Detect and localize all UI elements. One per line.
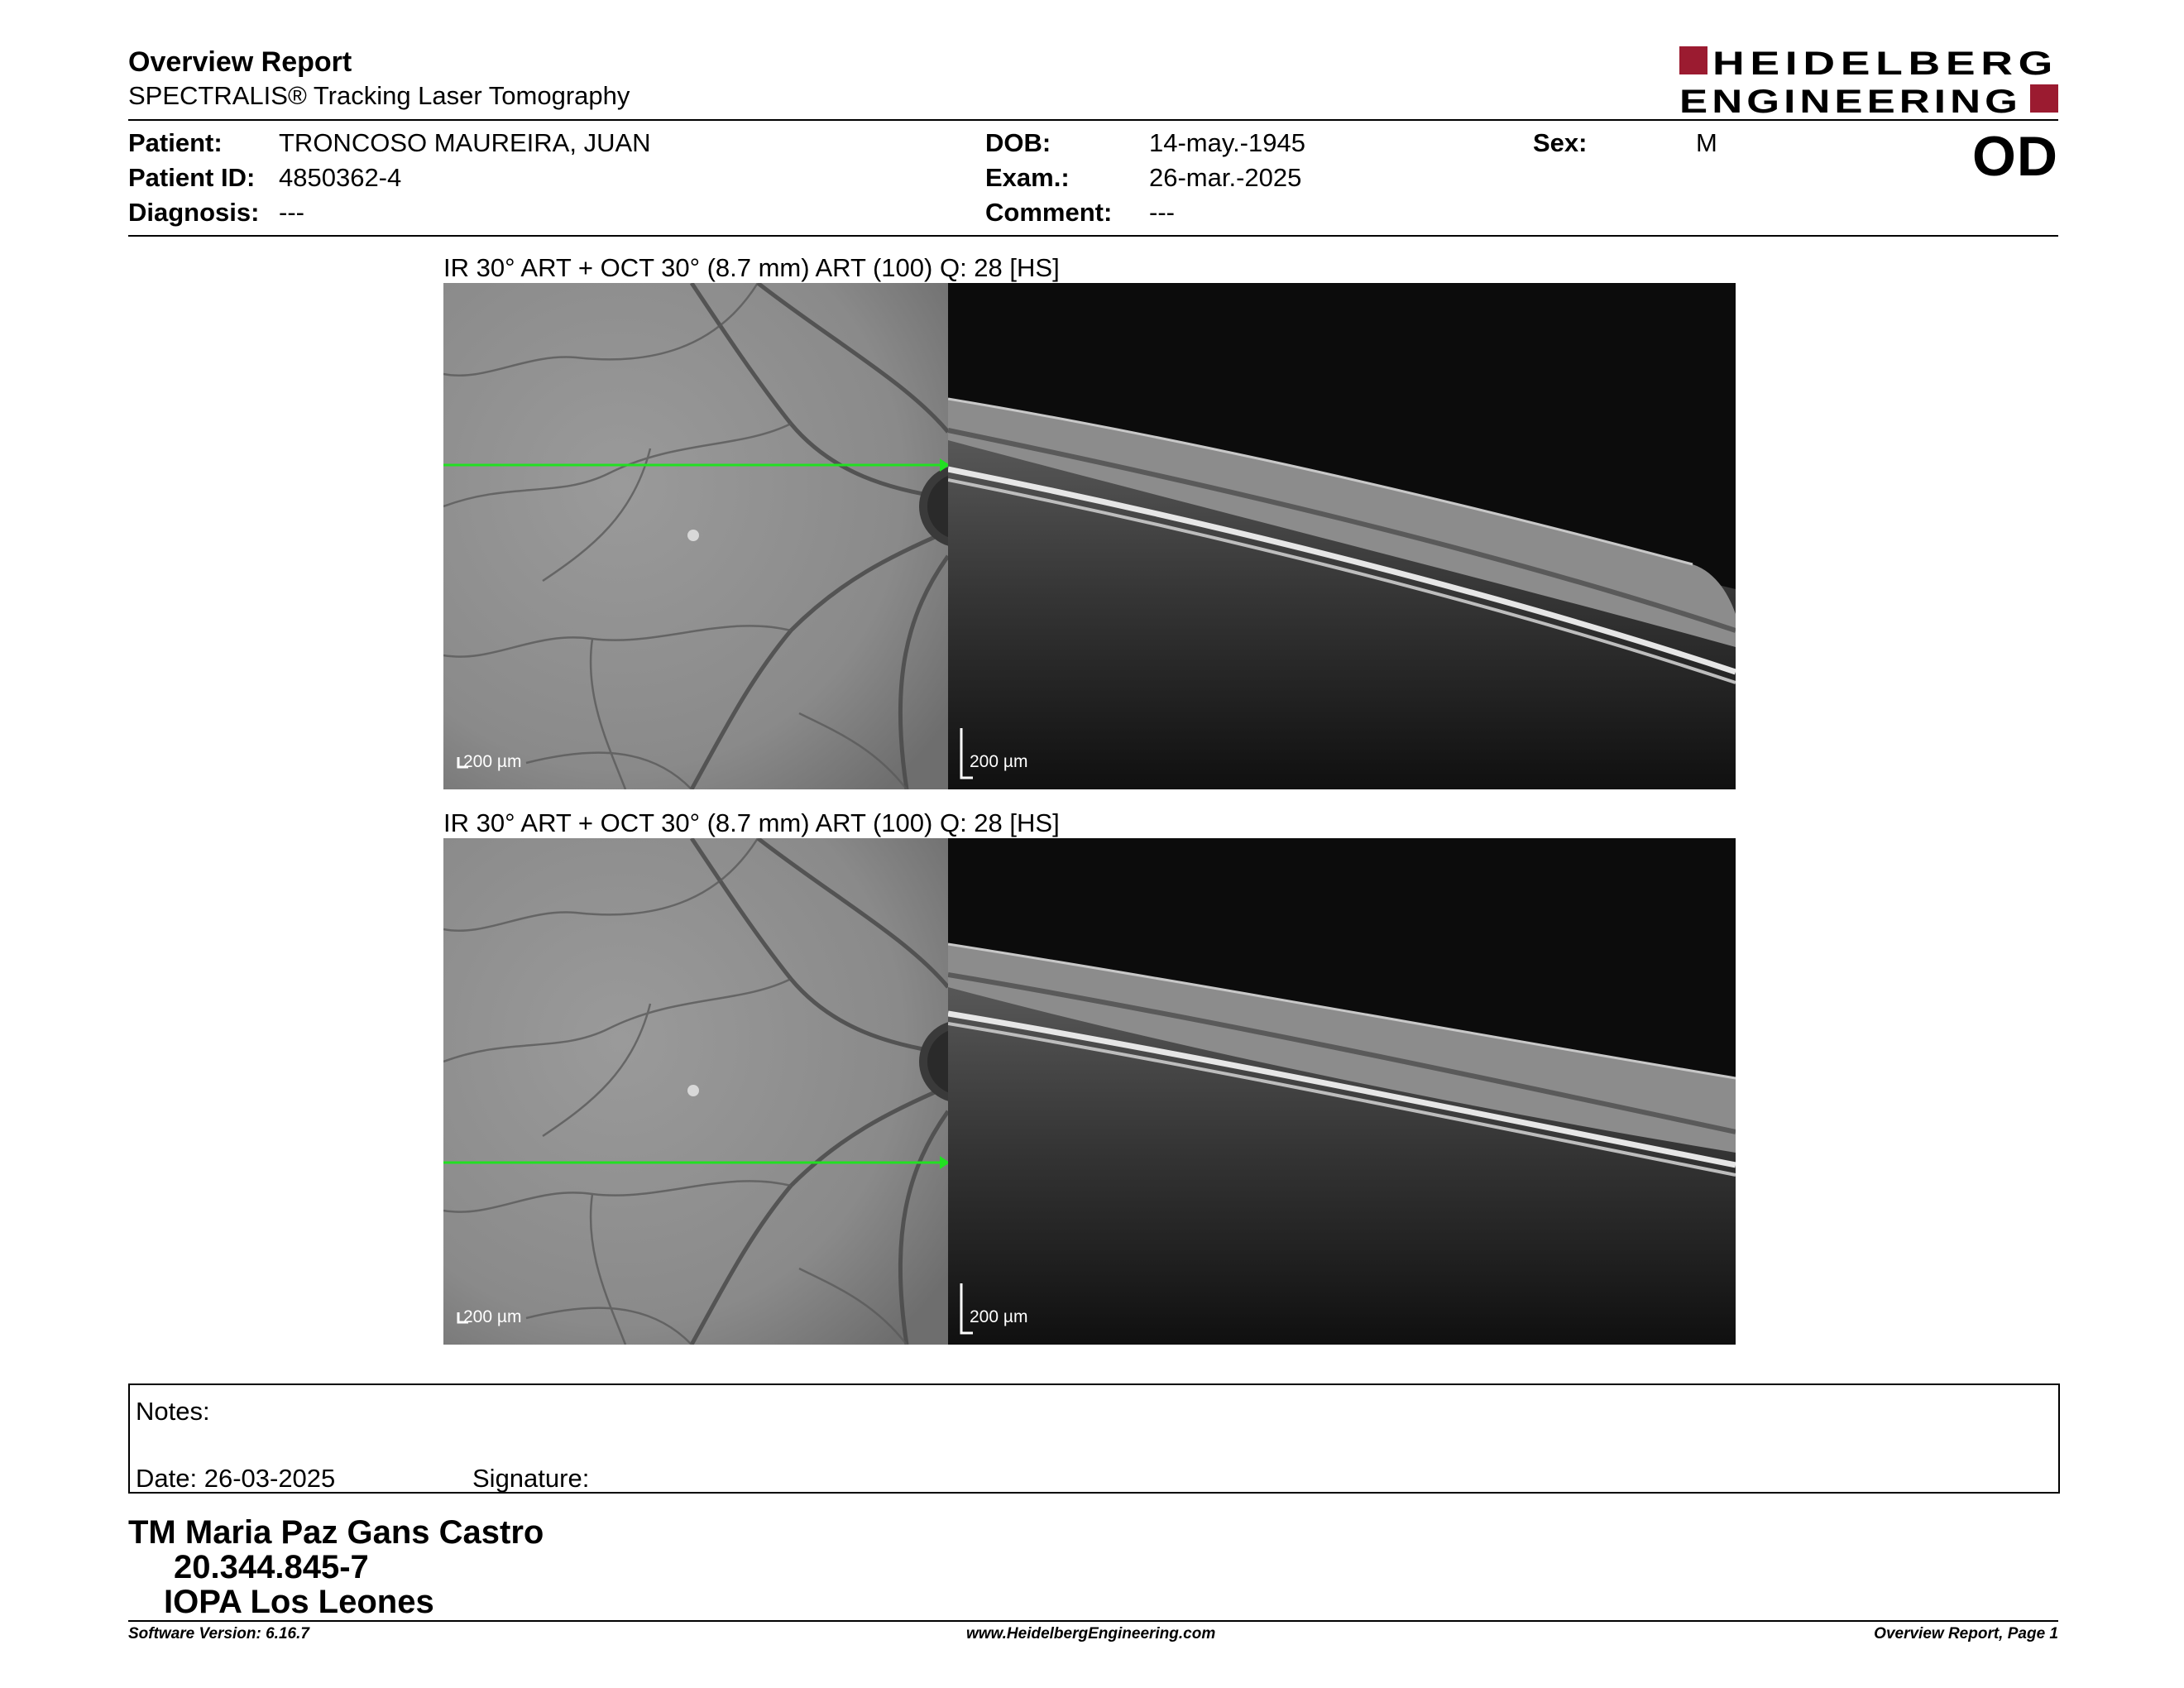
patient-id-label: Patient ID: <box>128 163 256 192</box>
diagnosis-label: Diagnosis: <box>128 198 260 227</box>
ir-fundus-image[interactable] <box>443 283 948 789</box>
oct-bscan-image[interactable] <box>948 283 1736 789</box>
software-version: Software Version: 6.16.7 <box>128 1625 309 1642</box>
comment-value: --- <box>1149 198 1175 227</box>
diagnosis-value: --- <box>279 198 304 227</box>
signature-label: Signature: <box>472 1464 590 1493</box>
header-divider <box>128 119 2058 121</box>
report-subtitle: SPECTRALIS® Tracking Laser Tomography <box>128 81 630 110</box>
signer-id: 20.344.845-7 <box>174 1549 369 1585</box>
logo-square-top <box>1679 46 1707 74</box>
dob-value: 14-may.-1945 <box>1149 128 1305 157</box>
exam-label: Exam.: <box>985 163 1070 192</box>
scan-caption: IR 30° ART + OCT 30° (8.7 mm) ART (100) Q: 28 [HS] <box>443 253 1060 282</box>
ir-fundus-image[interactable] <box>443 838 948 1345</box>
heidelberg-logo <box>1679 45 2060 119</box>
dob-label: DOB: <box>985 128 1051 157</box>
date-label: Date: 26-03-2025 <box>136 1464 336 1493</box>
patient-name: TRONCOSO MAUREIRA, JUAN <box>279 128 651 157</box>
oct-scale-label: 200 µm <box>970 752 1028 771</box>
exam-value: 26-mar.-2025 <box>1149 163 1302 192</box>
patient-label: Patient: <box>128 128 223 157</box>
eye-indicator: OD <box>1972 125 2058 188</box>
page-indicator: Overview Report, Page 1 <box>1874 1625 2058 1642</box>
patient-divider <box>128 235 2058 237</box>
logo-line1: HEIDELBERG <box>1712 46 2058 82</box>
signer-institution: IOPA Los Leones <box>164 1584 434 1620</box>
notes-box[interactable] <box>128 1383 2060 1494</box>
logo-square-bottom <box>2030 84 2058 113</box>
sex-value: M <box>1696 128 1717 157</box>
scan-caption: IR 30° ART + OCT 30° (8.7 mm) ART (100) Q: 28 [HS] <box>443 808 1060 837</box>
report-title: Overview Report <box>128 46 352 78</box>
oct-scale-label: 200 µm <box>970 1307 1028 1326</box>
patient-id-value: 4850362-4 <box>279 163 402 192</box>
sex-label: Sex: <box>1533 128 1588 157</box>
comment-label: Comment: <box>985 198 1113 227</box>
ir-scale-label: 200 µm <box>463 1307 522 1326</box>
notes-label: Notes: <box>136 1397 210 1426</box>
ir-scale-label: 200 µm <box>463 752 522 771</box>
oct-bscan-image[interactable] <box>948 838 1736 1345</box>
logo-line2: ENGINEERING <box>1679 84 2022 119</box>
signer-name: TM Maria Paz Gans Castro <box>128 1514 544 1551</box>
footer-divider <box>128 1620 2058 1622</box>
website-link[interactable]: www.HeidelbergEngineering.com <box>966 1625 1216 1642</box>
